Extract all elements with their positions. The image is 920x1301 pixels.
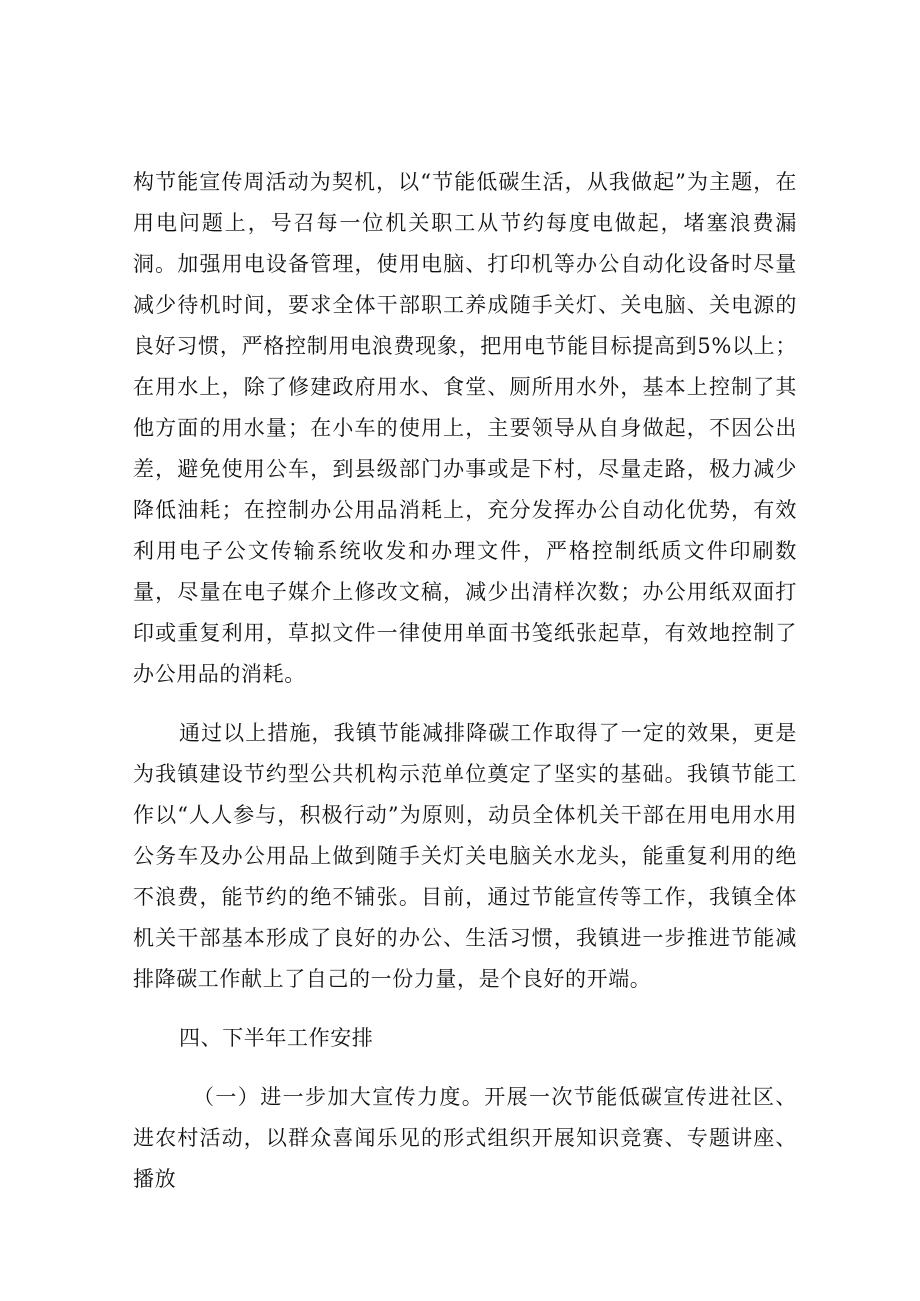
paragraph-subsection-1: （一）进一步加大宣传力度。开展一次节能低碳宣传进社区、进农村活动，以群众喜闻乐见的形式组织开展知识竞赛、专题讲座、播放	[133, 1085, 797, 1191]
paragraph-results: 通过以上措施，我镇节能减排降碳工作取得了一定的效果，更是为我镇建设节约型公共机构示范单位奠定了坚实的基础。我镇节能工作以“人人参与，积极行动”为原则，动员全体机关干部在用电用水用公务车及办公用品上做到随手关灯关电脑关水龙头，能重复利用的绝不浪费，能节约的绝不铺张。目前，通过节能宣传等工作，我镇全体机关干部基本形成了良好的办公、生活习惯，我镇进一步推进节能减排降碳工作献上了自己的一份力量，是个良好的开端。	[133, 721, 797, 991]
section-heading-plan: 四、下半年工作安排	[179, 1026, 374, 1050]
document-body	[133, 162, 797, 1200]
paragraph-continuation: 构节能宣传周活动为契机，以“节能低碳生活，从我做起”为主题，在用电问题上，号召每一位机关职工从节约每度电做起，堵塞浪费漏洞。加强用电设备管理，使用电脑、打印机等办公自动化设备时尽量减少待机时间，要求全体干部职工养成随手关灯、关电脑、关电源的良好习惯，严格控制用电浪费现象，把用电节能目标提高到5%以上；在用水上，除了修建政府用水、食堂、厕所用水外，基本上控制了其他方面的用水量；在小车的使用上，主要领导从自身做起，不因公出差，避免使用公车，到县级部门办事或是下村，尽量走路，极力减少降低油耗；在控制办公用品消耗上，充分发挥办公自动化优势，有效利用电子公文传输系统收发和办理文件，严格控制纸质文件印刷数量，尽量在电子媒介上修改文稿，减少出清样次数；办公用纸双面打印或重复利用，草拟文件一律使用单面书笺纸张起草，有效地控制了办公用品的消耗。	[133, 170, 797, 686]
